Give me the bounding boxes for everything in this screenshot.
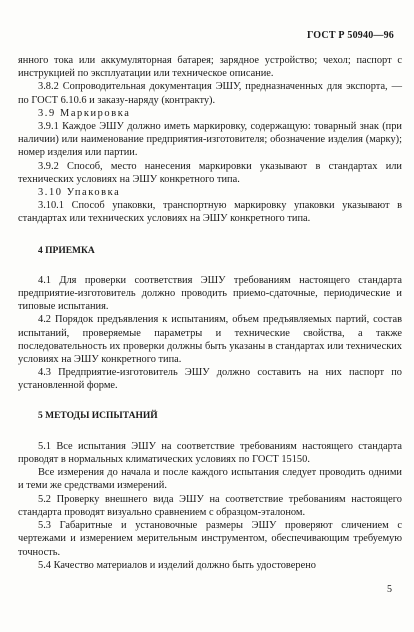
page-number: 5 [387, 584, 392, 595]
paragraph-5-1: 5.1 Все испытания ЭШУ на соответствие требованиям настоящего стандарта проводят в нормальных климатических условиях по ГОСТ 15150. [18, 440, 402, 466]
section-4-title: 4 ПРИЕМКА [38, 245, 95, 256]
paragraph-5-2: 5.2 Проверку внешнего вида ЭШУ на соответствие требованиям настоящего стандарта проводят визуально сравнением с образцом-эталоном. [18, 493, 402, 518]
paragraph-3-10-1: 3.10.1 Способ упаковки, транспортную маркировку упаковки указывают в стандартах или технических условиях на ЭШУ конкретного типа. [18, 200, 402, 225]
paragraph-5-4: 5.4 Качество материалов и изделий должно быть удостоверено [38, 559, 316, 571]
section-5-title: 5 МЕТОДЫ ИСПЫТАНИЙ [38, 410, 158, 421]
paragraph-4-2: 4.2 Порядок предъявления к испытаниям, объем предъявляемых партий, состав испытаний, проверяемые параметры и технические свойства, а также последовательность их проверки должны быть указаны в стандартах или технических условиях на ЭШУ конкретного типа. [18, 314, 402, 366]
document-code-header: ГОСТ Р 50940—96 [306, 30, 394, 41]
paragraph-3-9-1: 3.9.1 Каждое ЭШУ должно иметь маркировку, содержащую: товарный знак (при наличии) или наименование предприятия-изготовителя; обозначение изделия (марку); номер изделия или партии. [18, 121, 402, 159]
paragraph-3-8-2: 3.8.2 Сопроводительная документация ЭШУ, предназначенных для экспорта, — по ГОСТ 6.10.6 и заказу-наряду (контракту). [18, 81, 402, 106]
paragraph-3-9-2: 3.9.2 Способ, место нанесения маркировки указывают в стандартах или технических условиях на ЭШУ конкретного типа. [18, 160, 402, 185]
paragraph-4-3: 4.3 Предприятие-изготовитель ЭШУ должно составить на них паспорт по установленной форме. [18, 367, 402, 392]
paragraph-4-1: 4.1 Для проверки соответствия ЭШУ требованиям настоящего стандарта предприятие-изготовитель должно проводить приемо-сдаточные, периодические и типовые испытания. [18, 274, 402, 313]
paragraph-continuation: янного тока или аккумуляторная батарея; зарядное устройство; чехол; паспорт с инструкцией по эксплуатации или техническое описание. [18, 55, 402, 80]
subheading-packaging: 3.10 Упаковка [38, 187, 121, 199]
paragraph-5-3: 5.3 Габаритные и установочные размеры ЭШУ проверяют сличением с чертежами и измерением мерительным инструментом, обеспечивающим требуемую точность. [18, 520, 402, 558]
document-body [18, 54, 402, 572]
subheading-marking: 3.9 Маркировка [38, 107, 131, 119]
paragraph-5-1-continued: Все измерения до начала и после каждого испытания следует проводить одними и теми же средствами измерений. [18, 467, 402, 492]
